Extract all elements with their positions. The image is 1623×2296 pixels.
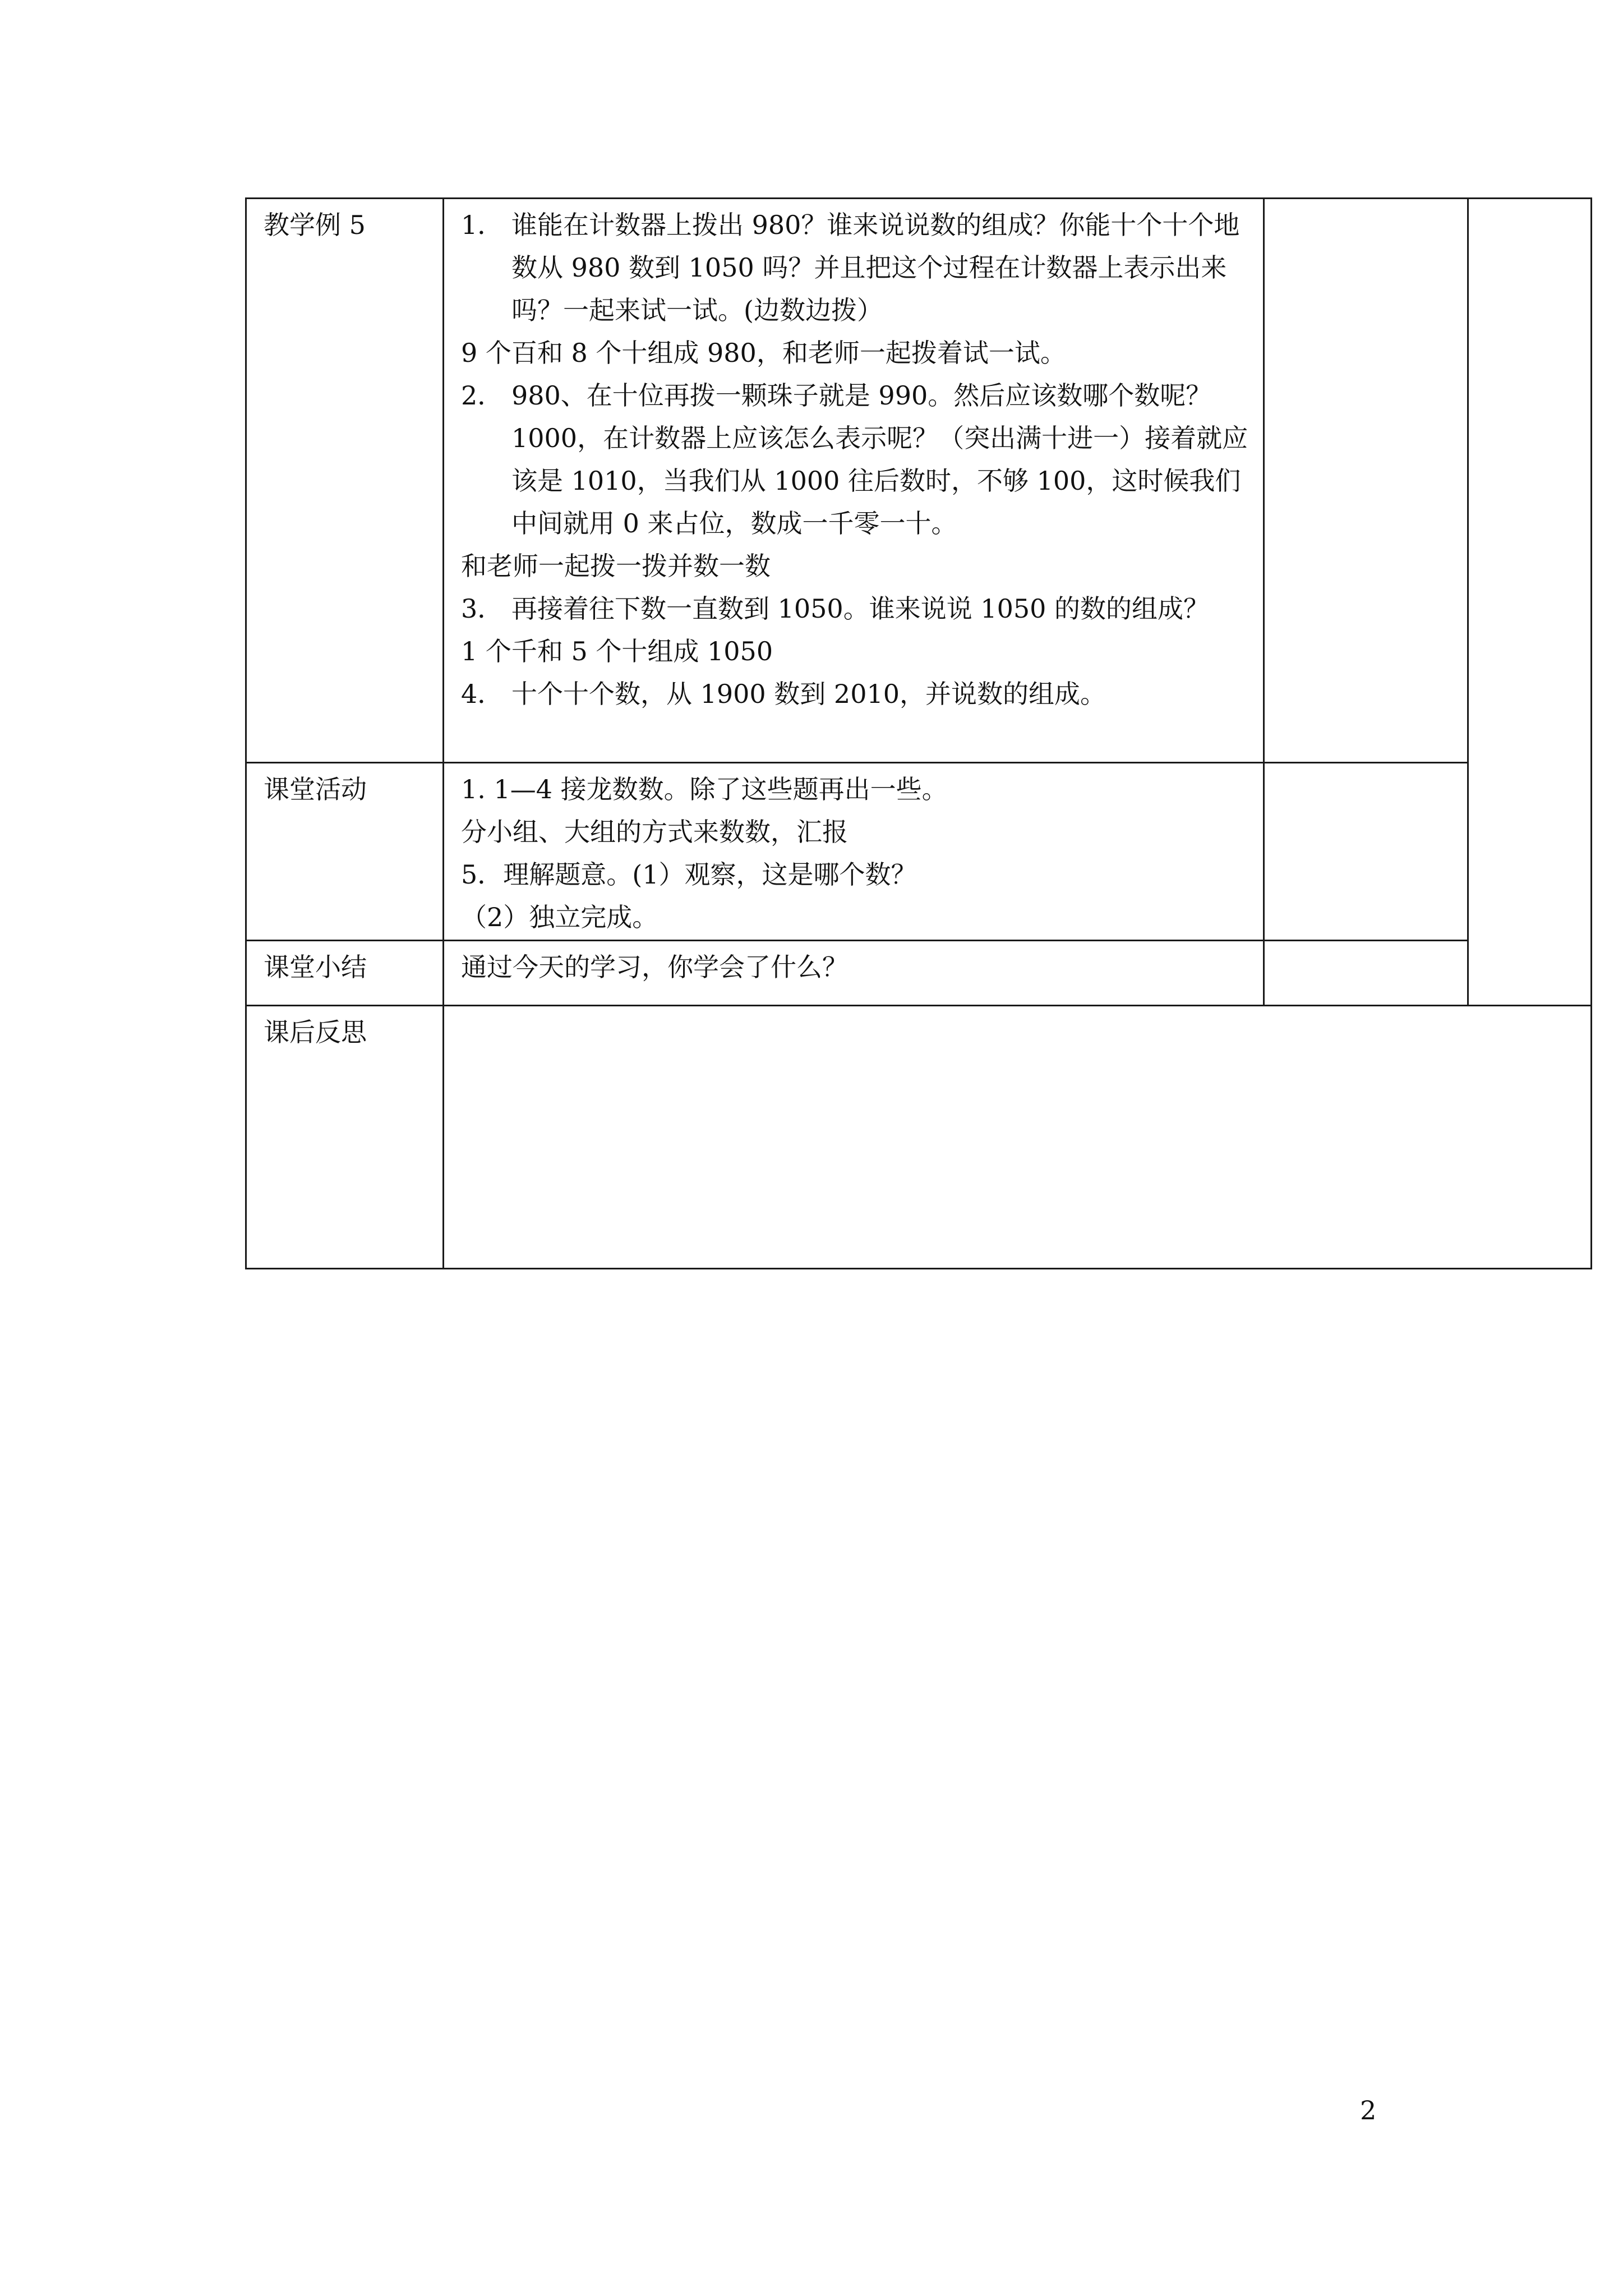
step-text: 980、在十位再拨一颗珠子就是 990。然后应该数哪个数呢？1000，在计数器上应该怎么表示呢？（突出满十进一）接着就应该是 1010，当我们从 1000 往后数时，不够 100，这时候我们中间就用 0 来占位，数成一千零一十。 [511,380,1248,539]
row-class-activity [246,763,1592,941]
step-number: 3． [461,593,504,624]
step-note: 和老师一起拨一拨并数一数 [461,551,771,581]
step-3 [461,587,1257,630]
step-note: 1 个千和 5 个十组成 1050 [461,636,773,666]
empty-cell [1264,199,1468,763]
step-number: 1． [461,210,504,240]
step-text: 谁能在计数器上拨出 980？谁来说说数的组成？你能十个十个地数从 980 数到 1050 吗？并且把这个过程在计数器上表示出来吗？一起来试一试。(边数边拨） [511,210,1240,325]
lesson-plan-table [245,197,1592,1269]
empty-side-cell [1468,199,1592,1006]
empty-cell [1264,763,1468,941]
row-reflection [246,1006,1592,1269]
step-note: 9 个百和 8 个十组成 980，和老师一起拨着试一试。 [461,338,1066,368]
step-text: 十个十个数，从 1900 数到 2010，并说数的组成。 [511,679,1106,709]
activity-line: （2）独立完成。 [461,902,658,932]
content-reflection [444,1006,1592,1269]
step-number: 2． [461,380,504,411]
step-2 [461,374,1257,545]
content-class-summary: 通过今天的学习，你学会了什么？ [444,941,1264,1006]
content-class-activity [444,763,1264,941]
label-class-summary: 课堂小结 [246,941,444,1006]
row-teaching-example [246,199,1592,763]
row-class-summary [246,941,1592,1006]
step-text: 再接着往下数一直数到 1050。谁来说说 1050 的数的组成？ [511,593,1209,624]
step-4 [461,673,1257,715]
page-number: 2 [1360,2095,1377,2125]
step-number: 4． [461,679,504,709]
activity-line: 1. 1—4 接龙数数。除了这些题再出一些。 [461,774,948,804]
label-reflection: 课后反思 [246,1006,444,1269]
content-teaching-example [444,199,1264,763]
activity-line: 5．理解题意。(1）观察，这是哪个数？ [461,859,917,890]
step-1 [461,204,1257,332]
label-teaching-example: 教学例 5 [246,199,444,763]
activity-line: 分小组、大组的方式来数数，汇报 [461,817,848,847]
label-class-activity: 课堂活动 [246,763,444,941]
empty-cell [1264,941,1468,1006]
